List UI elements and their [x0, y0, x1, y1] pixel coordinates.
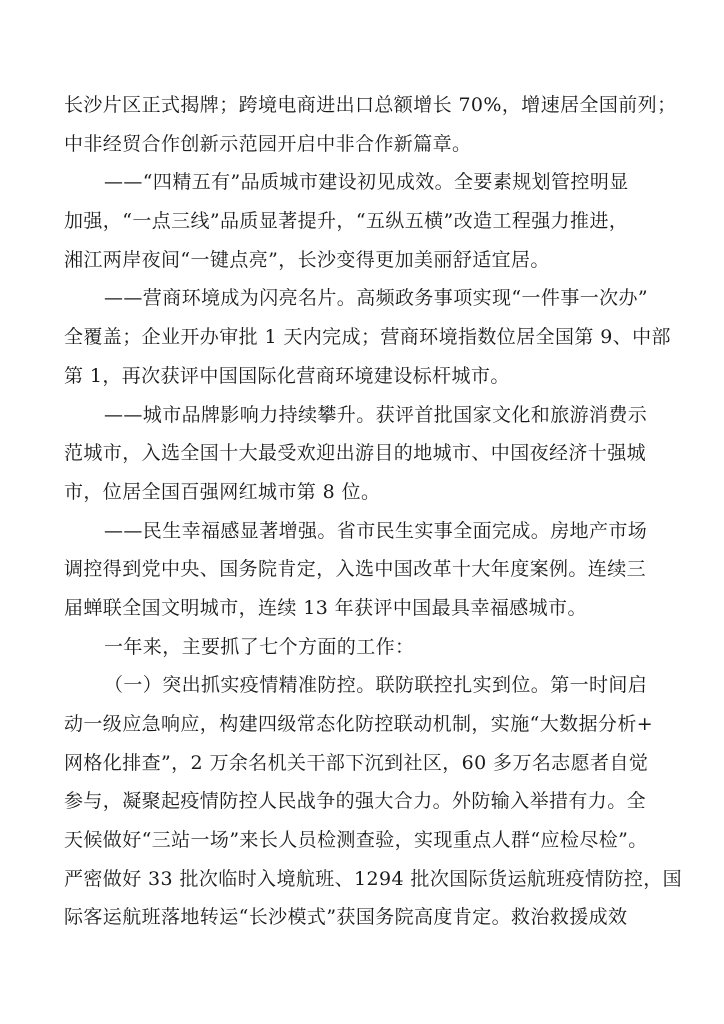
text-line: 际客运航班落地转运“长沙模式”获国务院高度肯定。救治救援成效 [64, 906, 628, 929]
text-line: 长沙片区正式揭牌；跨境电商进出口总额增长 70%，增速居全国前列； [64, 94, 677, 116]
text-line: 届蝉联全国文明城市，连续 13 年获评中国最具幸福感城市。 [64, 596, 587, 619]
text-line: 参与，凝聚起疫情防控人民战争的强大合力。外防输入举措有力。全 [64, 790, 647, 813]
text-line: 中非经贸合作创新示范园开启中非合作新篇章。 [64, 132, 472, 155]
text-line: 全覆盖；企业开办审批 1 天内完成；营商环境指数位居全国第 9、中部 [64, 326, 671, 349]
text-line: 网格化排查”，2 万余名机关干部下沉到社区，60 多万名志愿者自觉 [64, 751, 649, 774]
text-line: 严密做好 33 批次临时入境航班、1294 批次国际货运航班疫情防控，国 [64, 867, 683, 890]
text-line: 市，位居全国百强网红城市第 8 位。 [64, 480, 381, 503]
text-line: ——民生幸福感显著增强。省市民生实事全面完成。房地产市场 [104, 519, 648, 542]
text-line: 湘江两岸夜间“一键点亮”，长沙变得更加美丽舒适宜居。 [64, 248, 550, 271]
text-line: 一年来，主要抓了七个方面的工作： [104, 635, 415, 658]
text-line: （一）突出抓实疫情精准防控。联防联控扎实到位。第一时间启 [104, 674, 648, 697]
document-body [64, 86, 683, 937]
text-line: ——营商环境成为闪亮名片。高频政务事项实现“一件事一次办” [104, 287, 649, 310]
text-line: 加强，“一点三线”品质显著提升，“五纵五横”改造工程强力推进， [64, 210, 629, 233]
text-line: ——城市品牌影响力持续攀升。获评首批国家文化和旅游消费示 [104, 403, 648, 426]
text-line: 第 1，再次获评中国国际化营商环境建设标杆城市。 [64, 364, 510, 387]
text-line: 天候做好“三站一场”来长人员检测查验，实现重点人群“应检尽检”。 [64, 829, 648, 852]
text-line: 调控得到党中央、国务院肯定，入选中国改革十大年度案例。连续三 [64, 558, 647, 581]
text-line: ——“四精五有”品质城市建设初见成效。全要素规划管控明显 [104, 171, 629, 194]
text-line: 范城市，入选全国十大最受欢迎出游目的地城市、中国夜经济十强城 [64, 442, 647, 465]
text-line: 动一级应急响应，构建四级常态化防控联动机制，实施“大数据分析+ [64, 713, 654, 735]
